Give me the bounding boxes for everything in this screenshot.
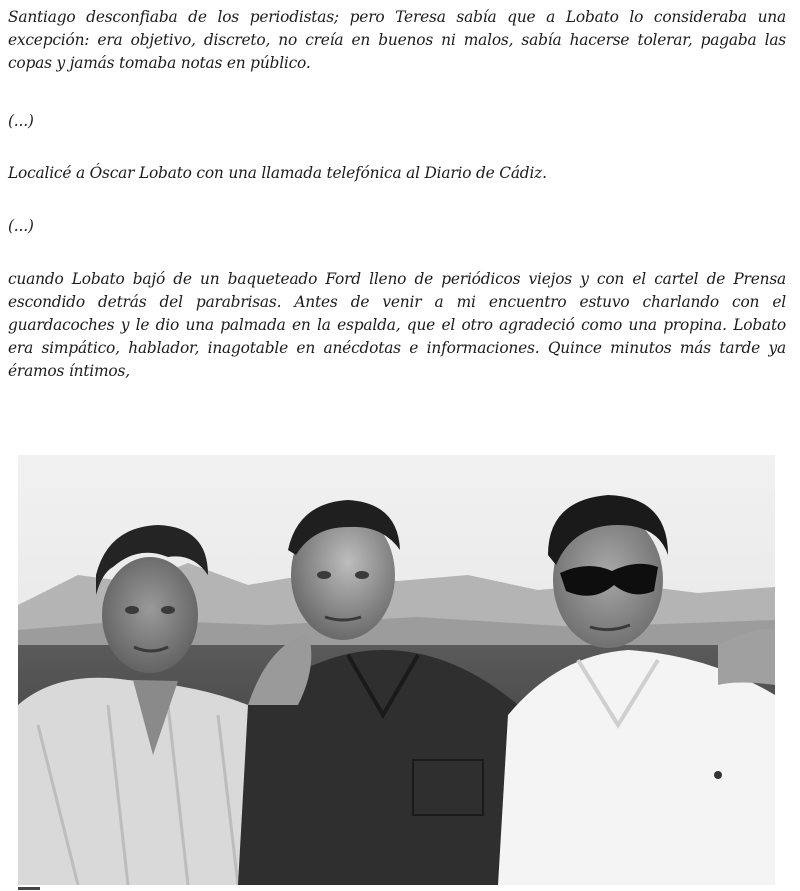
- photo-illustration: [18, 455, 775, 885]
- paragraph-lobato: cuando Lobato bajó de un baqueteado Ford lleno de periódicos viejos y con el cartel de Prensa escondido detrás del parabrisas. Antes de venir a mi encuentro estuvo charlando con el guardacoches y le dio una palmada en la espalda, que el otro agradeció como una propina. Lobato era simpático, hablador, inagotable en anécdotas e informaciones. Quince minutos más tarde ya éramos íntimos,: [8, 270, 786, 380]
- paragraph-santiago: Santiago desconfiaba de los periodistas; pero Teresa sabía que a Lobato lo consideraba una excepción: era objetivo, discreto, no creía en buenos ni malos, sabía hacerse tolerar, pagaba las copas y jamás tomaba notas en público.: [8, 8, 786, 72]
- page-edge-mark: [18, 887, 40, 890]
- ellipsis-marker-1: (...): [8, 112, 34, 130]
- photo-three-men: [18, 455, 775, 885]
- ellipsis-marker-2: (...): [8, 217, 34, 235]
- paragraph-localice: Localicé a Óscar Lobato con una llamada telefónica al Diario de Cádiz.: [8, 164, 547, 182]
